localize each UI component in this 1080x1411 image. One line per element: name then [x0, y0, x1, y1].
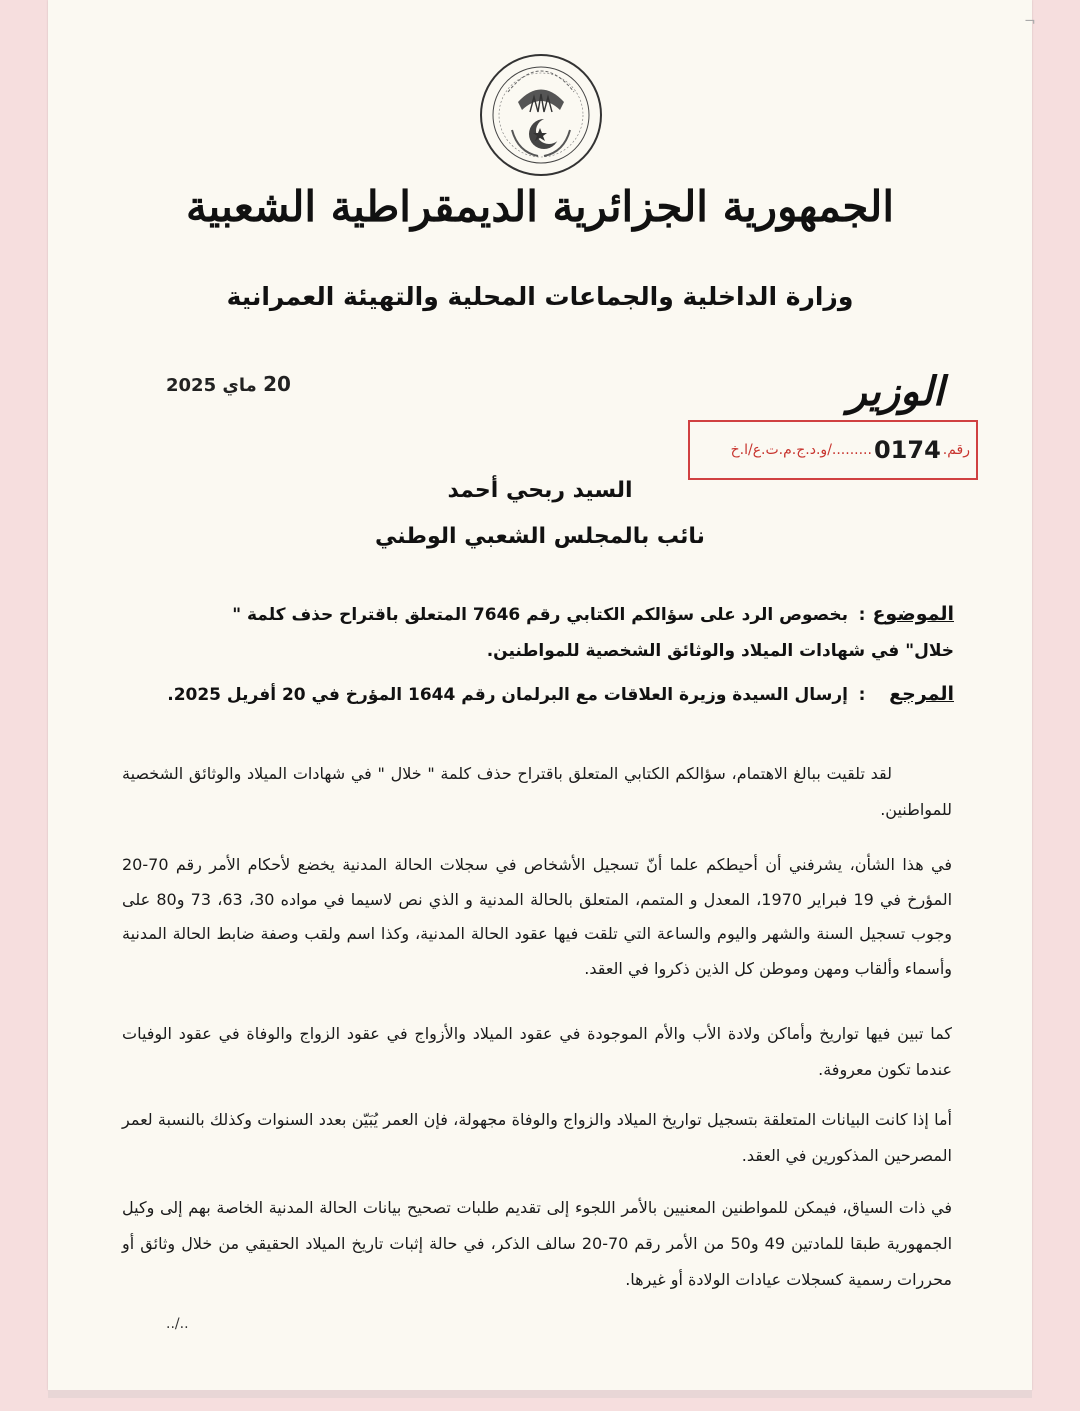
- state-seal-icon: [478, 52, 604, 178]
- corner-mark: ¬: [1024, 14, 1036, 30]
- subject-row: [104, 596, 954, 669]
- addressee-position: نائب بالمجلس الشعبي الوطني: [375, 524, 705, 549]
- reference-number-stamp: [688, 420, 978, 480]
- minister-signature-title: الوزير: [847, 368, 944, 415]
- date-month: ماي: [222, 375, 257, 396]
- letter-date: [166, 372, 291, 396]
- ref-prefix: رقم.: [942, 442, 970, 458]
- continued-mark: ../..: [166, 1316, 189, 1332]
- body-paragraph-4: أما إذا كانت البيانات المتعلقة بتسجيل تواريخ الميلاد والزواج والوفاة مجهولة، فإن العمر يُبَيّن بعدد السنوات وكذلك بالنسبة لعمر المصرحين المذكورين في العقد.: [122, 1110, 952, 1165]
- subject-label: الموضوع: [872, 603, 954, 625]
- subject-colon: :: [858, 605, 866, 625]
- subject-line2: خلال" في شهادات الميلاد والوثائق الشخصية للمواطنين.: [486, 641, 954, 661]
- body-paragraph-2: في هذا الشأن، يشرفني أن أحيطكم علما أنّ تسجيل الأشخاص في سجلات الحالة المدنية يخضع لأحكام الأمر رقم 70-20 المؤرخ في 19 فبراير 1970، المعدل و المتمم، المتعلق بالحالة المدنية و الذي نص لاسيما في مواده 30، 63، 73 و80 على وجوب تسجيل السنة والشهر واليوم والساعة التي تلقت فيها عقود الحالة المدنية، وكذا اسم ولقب وصفة ضابط الحالة المدنية وأسماء وألقاب ومهن وموطن كل الذين ذكروا في العقد.: [122, 855, 953, 978]
- date-day: 20: [263, 372, 291, 396]
- subject-line1: بخصوص الرد على سؤالكم الكتابي رقم 7646 المتعلق باقتراح حذف كلمة ": [232, 605, 848, 625]
- republic-title: الجمهورية الجزائرية الديمقراطية الشعبية: [185, 182, 894, 231]
- reference-text: إرسال السيدة وزيرة العلاقات مع البرلمان رقم 1644 المؤرخ في 20 أفريل 2025.: [167, 685, 848, 705]
- ref-number: 0174: [873, 436, 941, 464]
- body-paragraph-1: [122, 756, 952, 828]
- date-year: 2025: [166, 375, 217, 396]
- body-paragraph-3: كما تبين فيها تواريخ وأماكن ولادة الأب والأم الموجودة في عقود الميلاد والأزواج في عقود الزواج والوفاة في عقود الوفيات عندما تكون معروفة.: [122, 1024, 952, 1079]
- body-paragraph-5: في ذات السياق، فيمكن للمواطنين المعنيين بالأمر اللجوء إلى تقديم طلبات تصحيح بيانات الحالة المدنية الخاصة بهم إلى وكيل الجمهورية طبقا للمادتين 49 و50 من الأمر رقم 70-20 سالف الذكر، في حالة إثبات تاريخ الميلاد الحقيقي من خلال وثائق أو محررات رسمية كسجلات عيادات الولادة أو غيرها.: [122, 1198, 953, 1289]
- reference-colon: :: [858, 685, 866, 705]
- reference-row: [104, 676, 954, 713]
- ref-suffix: ........./و.د.ج.م.ت.ع/ا.خ: [730, 442, 872, 458]
- reference-label: المرجع: [889, 683, 954, 705]
- letter-page: [48, 0, 1032, 1390]
- ministry-title: وزارة الداخلية والجماعات المحلية والتهيئة العمرانية: [226, 282, 854, 311]
- page-bottom-edge: [48, 1390, 1032, 1398]
- body-paragraph-1-text: لقد تلقيت ببالغ الاهتمام، سؤالكم الكتابي المتعلق باقتراح حذف كلمة " خلال " في شهادات الميلاد والوثائق الشخصية للمواطنين.: [122, 764, 952, 819]
- addressee-name: السيد ربحي أحمد: [447, 478, 633, 503]
